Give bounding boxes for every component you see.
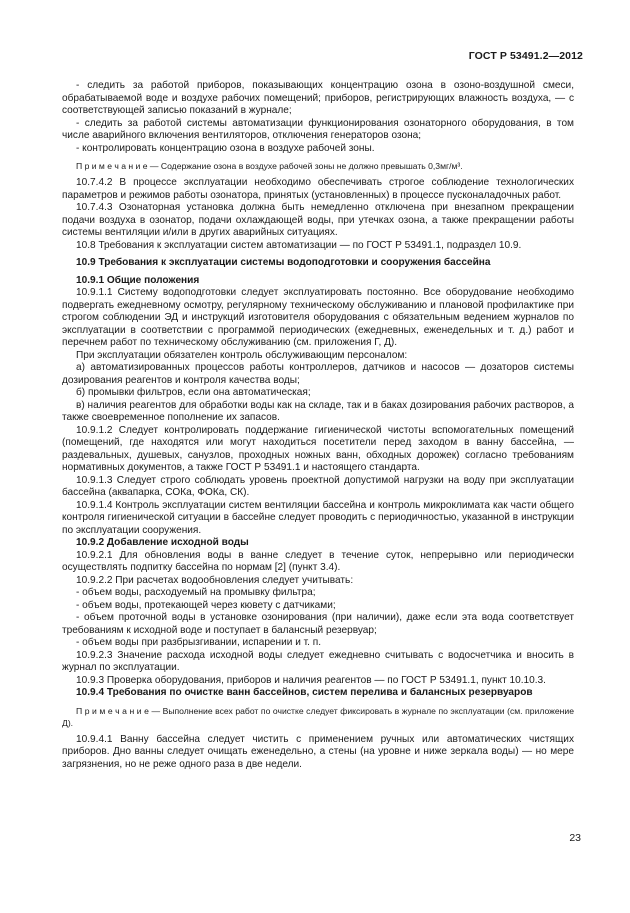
body-paragraph: а) автоматизированных процессов работы контроллеров, датчиков и насосов — дозаторов системы дозирования реагентов и контроля качества воды; xyxy=(62,362,574,386)
body-paragraph: 10.9.4.1 Ванну бассейна следует чистить с применением ручных или автоматических чистящих приборов. Дно ванны следует очищать еженедельно, а стены (на уровне и ниже зеркала воды) — но мере загрязнения, но не реже одного раза в две недели. xyxy=(62,733,574,770)
body-paragraph: 10.8 Требования к эксплуатации систем автоматизации — по ГОСТ Р 53491.1, подраздел 10.9. xyxy=(76,239,522,251)
section-heading: 10.9 Требования к эксплуатации системы водоподготовки и сооружения бассейна xyxy=(76,257,491,268)
body-paragraph: - объем воды при разбрызгивании, испарении и т. п. xyxy=(76,637,322,648)
body-paragraph: 10.9.3 Проверка оборудования, приборов и наличия реагентов — по ГОСТ Р 53491.1, пункт 10.10.3. xyxy=(76,674,546,686)
note-paragraph: П р и м е ч а н и е — Содержание озона в воздухе рабочей зоны не должно превышать 0,3мг/м³. xyxy=(76,161,463,171)
body-paragraph: - объем воды, расходуемый на промывку фильтра; xyxy=(76,587,316,598)
body-paragraph: - следить за работой системы автоматизации функционирования озонаторного оборудования, в том числе аварийного включения вентиляторов, отключения генераторов озона; xyxy=(62,117,574,141)
document-body xyxy=(62,80,574,771)
body-paragraph: - объем воды, протекающей через кювету с датчиками; xyxy=(76,599,336,611)
body-paragraph: 10.9.1.1 Систему водоподготовки следует эксплуатировать постоянно. Все оборудование необходимо подвергать ежедневному осмотру, регулярному техническому обслуживанию и плановой профилактике при строгом соблюдении ЭД и инструкций изготовителя оборудования с обязательным ведением журналов по эксплуатации в соответствии с программой периодических (ежедневных, еженедельных и т. д.) работ и перечнем работ по техническому обслуживанию (см. приложения Г, Д). xyxy=(62,287,574,348)
body-paragraph: 10.9.1.2 Следует контролировать поддержание гигиенической чистоты вспомогательных помещений (помещений, где находятся или могут находиться посетители перед заходом в ванну бассейна, — раздевальных, душевых, санузлов, проходных ножных ванн, обходных дорожек) согласно требованиям нормативных документов, а также ГОСТ Р 53491.1 и настоящего стандарта. xyxy=(62,424,574,473)
body-paragraph: 10.7.4.2 В процессе эксплуатации необходимо обеспечивать строгое соблюдение технологических параметров и режимов работы озонатора, принятых (установленных) в процессе пусконаладочных работ. xyxy=(62,177,574,201)
note-paragraph: П р и м е ч а н и е — Выполнение всех работ по очистке следует фиксировать в журнале по эксплуатации (см. приложение Д). xyxy=(62,705,574,728)
body-paragraph: 10.7.4.3 Озонаторная установка должна быть немедленно отключена при внезапном прекращении подачи воздуха в озонатор, подачи охлаждающей воды, при утечках озона, а также прекращении работы системы вентиляции и/или в других аварийных ситуациях. xyxy=(62,202,574,238)
body-paragraph: При эксплуатации обязателен контроль обслуживающим персоналом: xyxy=(76,349,408,361)
body-paragraph: б) промывки фильтров, если она автоматическая; xyxy=(76,387,311,398)
body-paragraph: 10.9.2.3 Значение расхода исходной воды следует ежедневно считывать с водосчетчика и вносить в журнал по эксплуатации. xyxy=(62,649,574,673)
body-paragraph: 10.9.2.2 При расчетах водообновления следует учитывать: xyxy=(76,574,354,586)
body-paragraph: 10.9.1.4 Контроль эксплуатации систем вентиляции бассейна и контроль микроклимата как части общего контроля гигиенической ситуации в бассейне следует проводить с периодичностью, указанной в инструкции по эксплуатации сооружения. xyxy=(62,499,574,536)
section-heading: 10.9.2 Добавление исходной воды xyxy=(76,537,249,548)
body-paragraph: - объем проточной воды в установке озонирования (при наличии), даже если эта вода соответствует требованиям к исходной воде и поступает в балансный резервуар; xyxy=(62,612,574,636)
body-paragraph: в) наличия реагентов для обработки воды как на складе, так и в баках дозирования рабочих растворов, а также своевременное пополнение их запасов. xyxy=(62,399,574,423)
page-number: 23 xyxy=(569,832,581,844)
section-heading: 10.9.1 Общие положения xyxy=(76,274,200,286)
document-code: ГОСТ Р 53491.2—2012 xyxy=(468,50,583,62)
body-paragraph: - следить за работой приборов, показывающих концентрацию озона в озоно-воздушной смеси, обрабатываемой воде и воздухе рабочих помещений; приборов, регистрирующих влажность воздуха, — с соответствующей записью показаний в журнале; xyxy=(62,80,574,116)
body-paragraph: - контролировать концентрацию озона в воздухе рабочей зоны. xyxy=(76,142,375,154)
section-heading: 10.9.4 Требования по очистке ванн бассейнов, систем перелива и балансных резервуаров xyxy=(76,687,533,698)
body-paragraph: 10.9.2.1 Для обновления воды в ванне следует в течение суток, непрерывно или периодически осуществлять подпитку бассейна по нормам [2] (пункт 3.4). xyxy=(62,549,574,573)
body-paragraph: 10.9.1.3 Следует строго соблюдать уровень проектной допустимой нагрузки на воду при эксплуатации бассейна (аквапарка, СОКа, ФОКа, СК). xyxy=(62,474,574,498)
